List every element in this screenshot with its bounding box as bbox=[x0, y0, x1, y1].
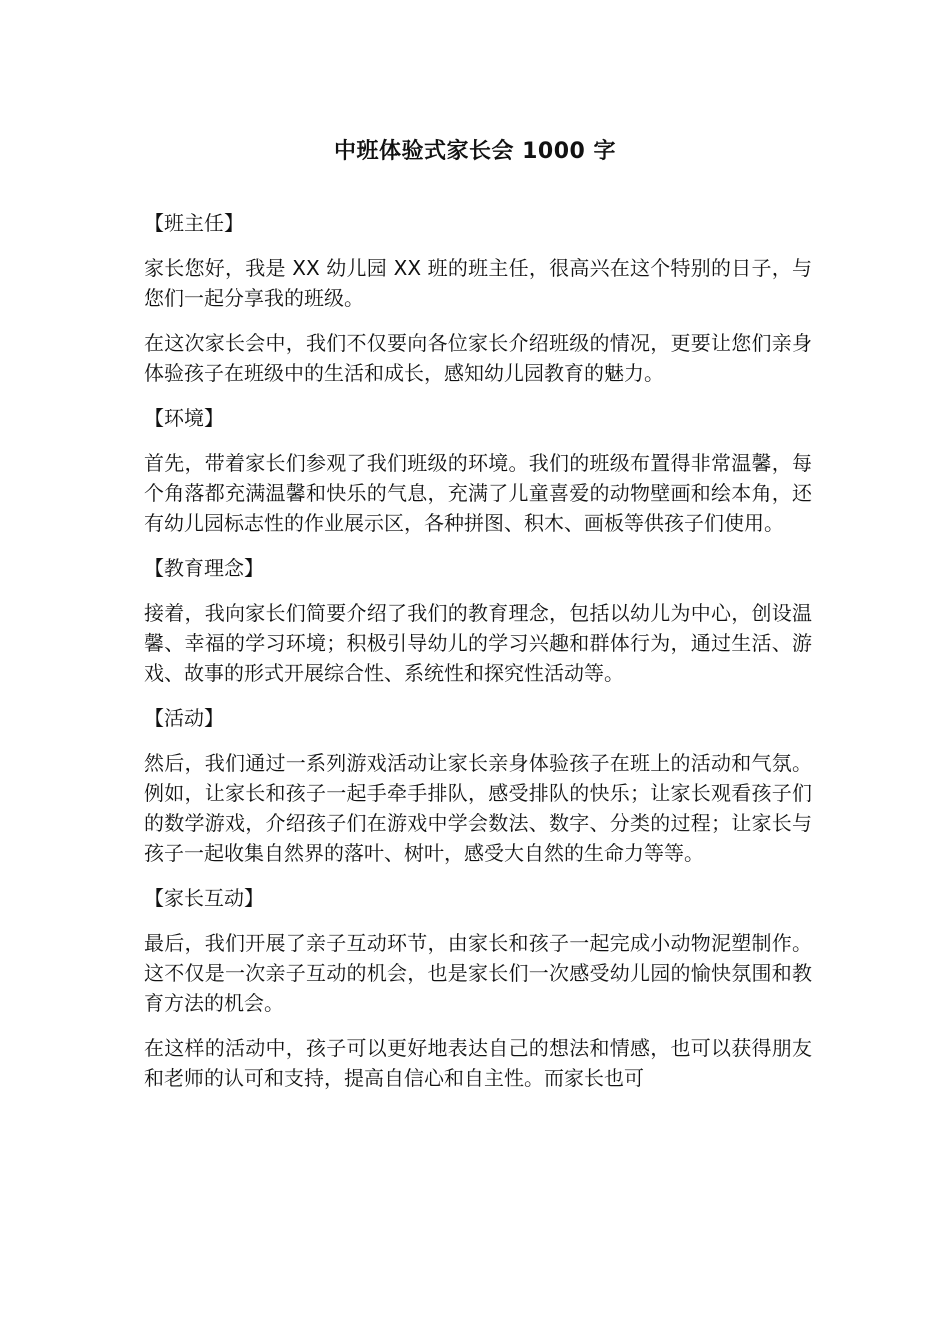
document-body bbox=[144, 208, 812, 1108]
paragraph-parent-interaction: 最后，我们开展了亲子互动环节，由家长和孩子一起完成小动物泥塑制作。这不仅是一次亲子互动的机会，也是家长们一次感受幼儿园的愉快氛围和教育方法的机会。 bbox=[144, 931, 812, 1015]
paragraph-purpose: 在这次家长会中，我们不仅要向各位家长介绍班级的情况，更要让您们亲身体验孩子在班级中的生活和成长，感知幼儿园教育的魅力。 bbox=[144, 331, 812, 385]
paragraph-activities: 然后，我们通过一系列游戏活动让家长亲身体验孩子在班上的活动和气氛。例如，让家长和孩子一起手牵手排队，感受排队的快乐；让家长观看孩子们的数学游戏，介绍孩子们在游戏中学会数法、数字、分类的过程；让家长与孩子一起收集自然界的落叶、树叶，感受大自然的生命力等等。 bbox=[144, 751, 812, 865]
section-heading-philosophy: 【教育理念】 bbox=[144, 556, 264, 580]
section-heading-teacher: 【班主任】 bbox=[144, 211, 244, 235]
paragraph-environment: 首先，带着家长们参观了我们班级的环境。我们的班级布置得非常温馨，每个角落都充满温馨和快乐的气息，充满了儿童喜爱的动物壁画和绘本角，还有幼儿园标志性的作业展示区，各种拼图、积木、画板等供孩子们使用。 bbox=[144, 451, 812, 535]
section-heading-activities: 【活动】 bbox=[144, 706, 224, 730]
section-heading-environment: 【环境】 bbox=[144, 406, 224, 430]
paragraph-benefits: 在这样的活动中，孩子可以更好地表达自己的想法和情感，也可以获得朋友和老师的认可和支持，提高自信心和自主性。而家长也可 bbox=[144, 1036, 812, 1090]
section-heading-parent-interaction: 【家长互动】 bbox=[144, 886, 264, 910]
document-title: 中班体验式家长会 1000 字 bbox=[333, 139, 617, 164]
paragraph-greeting: 家长您好，我是 XX 幼儿园 XX 班的班主任，很高兴在这个特别的日子，与您们一起分享我的班级。 bbox=[144, 256, 812, 310]
paragraph-philosophy: 接着，我向家长们简要介绍了我们的教育理念，包括以幼儿为中心，创设温馨、幸福的学习环境；积极引导幼儿的学习兴趣和群体行为，通过生活、游戏、故事的形式开展综合性、系统性和探究性活动等。 bbox=[144, 601, 812, 685]
